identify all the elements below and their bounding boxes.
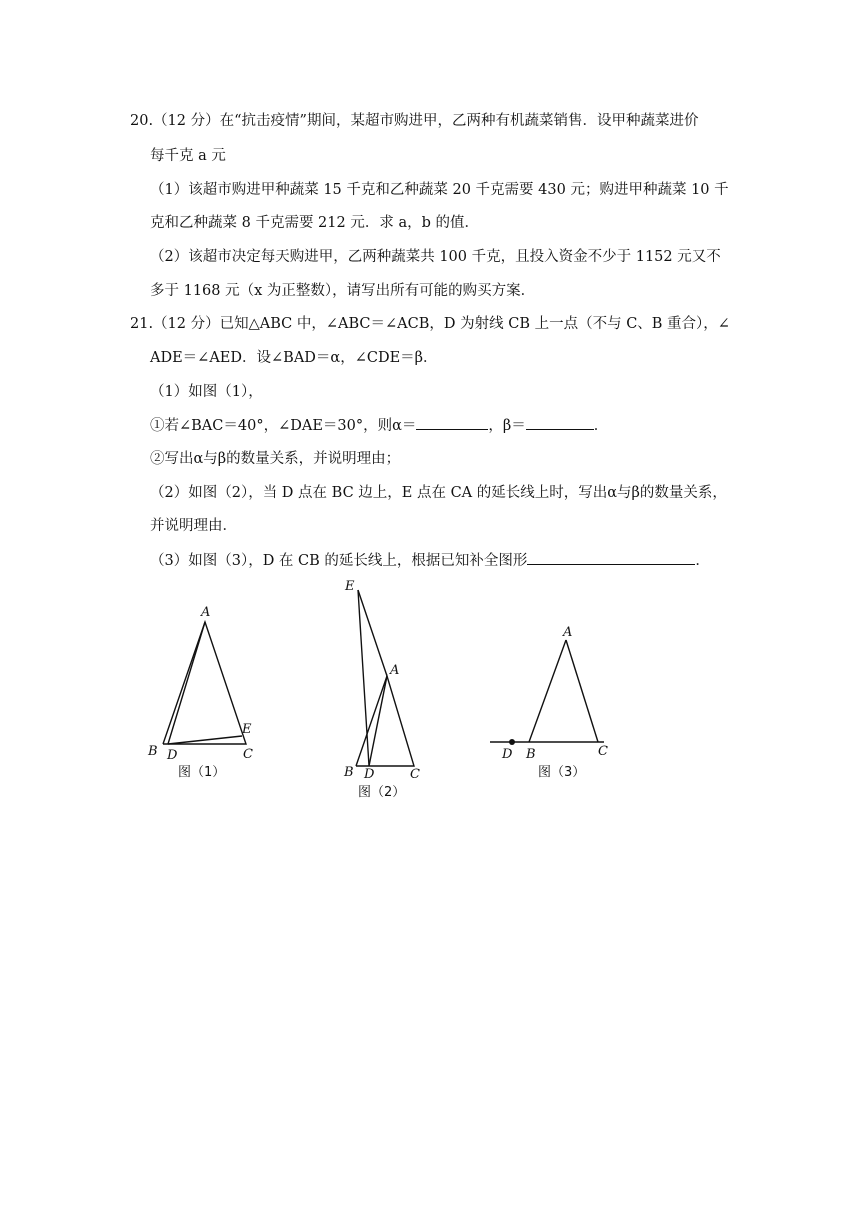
fig3-label-a: A	[563, 625, 573, 640]
q21-line-5: ②写出α与β的数量关系，并说明理由；	[150, 451, 401, 467]
fig3-segment-ab	[529, 640, 566, 742]
q20-line-2: 每千克 a 元	[150, 148, 226, 164]
fig1-caption: 图（1）	[178, 765, 226, 780]
fig3-segment-ac	[566, 640, 598, 742]
q20-line-6: 多于 1168 元（x 为正整数），请写出所有可能的购买方案．	[150, 283, 536, 299]
fig3-label-b: B	[526, 747, 536, 762]
fig1-label-c: C	[243, 747, 253, 762]
figure-3	[490, 625, 608, 780]
fig2-label-c: C	[410, 767, 420, 782]
q21-line4-end: ．	[593, 418, 609, 434]
fig2-caption: 图（2）	[358, 785, 406, 800]
fig1-segment-ad	[168, 622, 205, 744]
q21-part3-question: （3）如图（3），D 在 CB 的延长线上，根据已知补全图形	[150, 553, 528, 569]
fig3-point-d	[509, 739, 515, 745]
q21-line-3: （1）如图（1），	[150, 384, 263, 400]
q20-line-3: （1）该超市购进甲种蔬菜 15 千克和乙种蔬菜 20 千克需要 430 元；购进甲种蔬菜 10 千	[150, 182, 729, 198]
fig2-label-e: E	[345, 579, 355, 594]
q21-part1-question: ①若∠BAC＝40°，∠DAE＝30°，则α＝	[150, 418, 417, 434]
fig2-label-d: D	[364, 767, 375, 782]
fig2-label-a: A	[390, 663, 400, 678]
q21-line-1: 21.（12 分）已知△ABC 中，∠ABC＝∠ACB，D 为射线 CB 上一点（不与 C、B 重合），∠	[130, 316, 730, 332]
fig1-triangle	[163, 622, 246, 744]
fig1-label-b: B	[148, 744, 158, 759]
q21-line8-end: ．	[695, 553, 710, 569]
q21-line-7: 并说明理由．	[150, 518, 237, 534]
q20-line-4: 克和乙种蔬菜 8 千克需要 212 元．求 a，b 的值．	[150, 215, 479, 231]
fig1-label-d: D	[167, 748, 178, 763]
q21-line-2: ADE＝∠AED．设∠BAD＝α，∠CDE＝β．	[150, 350, 438, 366]
figure-1	[147, 605, 253, 780]
q20-line-1: 20.（12 分）在“抗击疫情”期间，某超市购进甲，乙两种有机蔬菜销售．设甲种蔬菜进价	[130, 113, 699, 129]
fig3-label-d: D	[502, 747, 513, 762]
fig3-caption: 图（3）	[538, 765, 586, 780]
q21-line-6: （2）如图（2），当 D 点在 BC 边上，E 点在 CA 的延长线上时，写出α与β的数量关系，	[150, 485, 727, 501]
fig1-label-a: A	[201, 605, 211, 620]
q20-line-5: （2）该超市决定每天购进甲，乙两种蔬菜共 100 千克，且投入资金不少于 1152 元又不	[150, 249, 721, 265]
fig1-label-e: E	[242, 722, 252, 737]
fig2-label-b: B	[344, 765, 354, 780]
figure-2	[343, 579, 420, 800]
fig3-label-c: C	[598, 744, 608, 759]
fig1-segment-de	[168, 736, 242, 744]
q21-beta-label: ，β＝	[488, 418, 526, 434]
